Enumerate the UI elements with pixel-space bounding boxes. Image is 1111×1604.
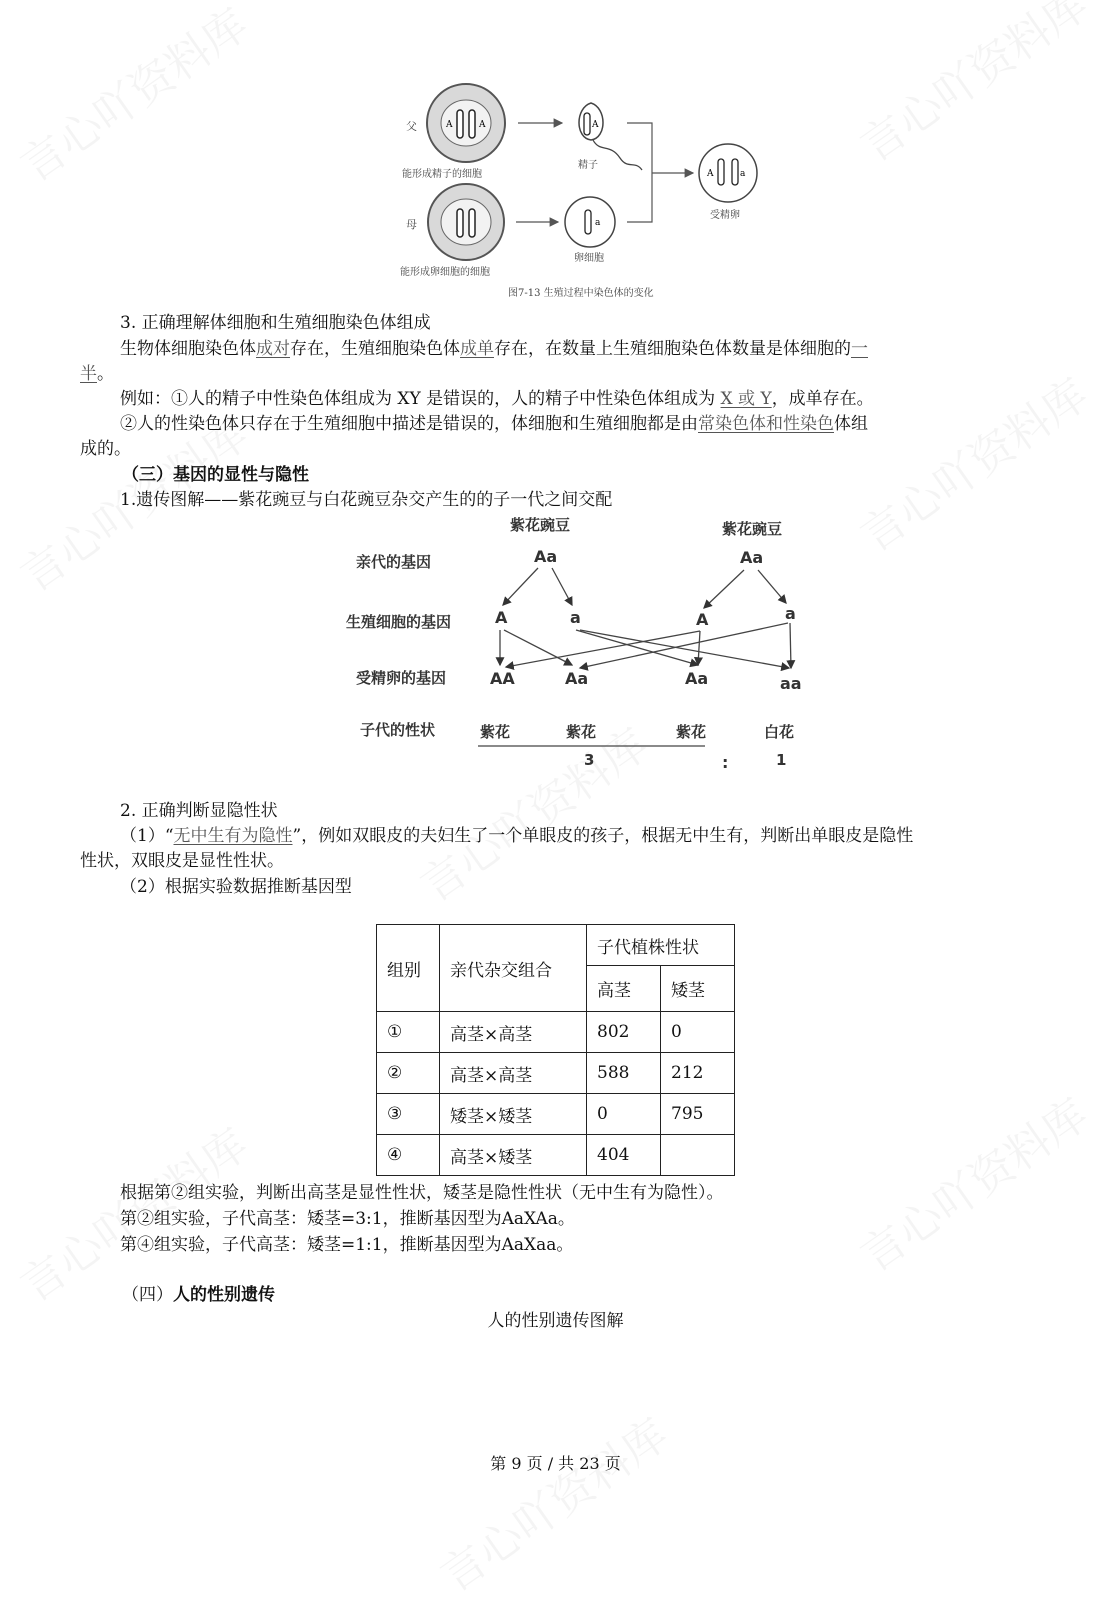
figure-caption: 图7-13 生殖过程中染色体的变化 bbox=[508, 288, 654, 299]
cell-short: 795 bbox=[661, 1094, 735, 1135]
table-row bbox=[377, 1012, 735, 1053]
gamete: a bbox=[785, 604, 796, 623]
row-gamete-genes: 生殖细胞的基因 bbox=[346, 613, 452, 631]
header-short: 矮茎 bbox=[661, 966, 735, 1012]
cell-tall: 802 bbox=[587, 1012, 661, 1053]
text: （四） bbox=[122, 1285, 173, 1305]
trait: 紫花 bbox=[480, 723, 511, 741]
ratio-value: 3 bbox=[584, 751, 595, 769]
parent-right-genotype: Aa bbox=[740, 548, 764, 567]
text: ②人的性染色体只存在于生殖细胞中描述是错误的，体细胞和生殖细胞都是由 bbox=[120, 414, 698, 434]
gene-label: a bbox=[740, 169, 746, 179]
text: 人的性别遗传 bbox=[173, 1285, 275, 1305]
text: ，成单存在。 bbox=[771, 389, 874, 409]
arrow bbox=[758, 570, 786, 603]
row-offspring-trait: 子代的性状 bbox=[360, 721, 436, 739]
watermark bbox=[6, 0, 259, 194]
header-tall: 高茎 bbox=[587, 966, 661, 1012]
text: （1）“ bbox=[120, 826, 174, 846]
trait: 紫花 bbox=[566, 723, 597, 741]
chromosome bbox=[469, 110, 475, 138]
sperm-head bbox=[579, 103, 603, 140]
parent-left-label: 紫花豌豆 bbox=[510, 516, 571, 534]
row-zygote-genes: 受精卵的基因 bbox=[356, 669, 447, 687]
page-number: 第 9 页 / 共 23 页 bbox=[490, 1454, 621, 1473]
arrow bbox=[552, 568, 572, 605]
chromosome-figure bbox=[380, 78, 730, 303]
text: ”，例如双眼皮的夫妇生了一个单眼皮的孩子，根据无中生有，判断出单眼皮是隐性 bbox=[292, 826, 914, 846]
row-parent-genes: 亲代的基因 bbox=[356, 553, 432, 571]
cell-group: ① bbox=[377, 1012, 440, 1053]
gene-label: A bbox=[707, 169, 714, 179]
chromosome bbox=[585, 210, 591, 234]
chromosome bbox=[469, 209, 475, 237]
genetic-diagram-intro: 1.遗传图解——紫花豌豆与白花豌豆杂交产生的的子一代之间交配 bbox=[120, 490, 613, 510]
cell-cross: 高茎×高茎 bbox=[440, 1053, 587, 1094]
text: 存在，在数量上生殖细胞染色体数量是体细胞的 bbox=[494, 339, 851, 359]
nucleus bbox=[441, 199, 491, 245]
zygote: Aa bbox=[685, 669, 709, 688]
underlined-answer: 成对 bbox=[256, 339, 290, 359]
text: 存在，生殖细胞染色体 bbox=[290, 339, 460, 359]
table-row bbox=[377, 1053, 735, 1094]
parent-left-genotype: Aa bbox=[534, 547, 558, 566]
zygote: Aa bbox=[565, 669, 589, 688]
paragraph-continuation bbox=[80, 361, 114, 387]
table-row bbox=[377, 1094, 735, 1135]
underlined-answer: 常染色体和性染色 bbox=[698, 414, 834, 434]
egg-cell-caption: 能形成卵细胞的细胞 bbox=[400, 267, 490, 278]
cell-group: ③ bbox=[377, 1094, 440, 1135]
paragraph-chromosome-count bbox=[120, 336, 868, 362]
underlined-answer: 成单 bbox=[460, 339, 494, 359]
cell-tall: 588 bbox=[587, 1053, 661, 1094]
sperm-label: 精子 bbox=[578, 160, 598, 171]
ratio-colon: : bbox=[722, 753, 729, 772]
section-three-heading: （三）基因的显性与隐性 bbox=[122, 465, 309, 485]
text: 例如：①人的精子中性染色体组成为 XY 是错误的，人的精子中性染色体组成为 bbox=[120, 389, 721, 409]
underlined-answer: X 或 Y bbox=[720, 389, 772, 409]
gamete: a bbox=[570, 608, 581, 627]
watermark bbox=[846, 0, 1099, 174]
zygote: AA bbox=[490, 669, 515, 688]
sperm-tail bbox=[593, 140, 642, 170]
judge-heading: 2. 正确判断显隐性状 bbox=[120, 801, 278, 821]
chromosome bbox=[584, 113, 590, 135]
watermark bbox=[426, 1400, 679, 1604]
zygote-label: 受精卵 bbox=[710, 210, 740, 221]
conclusion-1: 根据第②组实验，判断出高茎是显性性状，矮茎是隐性性状（无中生有为隐性）。 bbox=[120, 1183, 724, 1203]
trait: 白花 bbox=[764, 723, 795, 741]
text: 生物体细胞染色体 bbox=[120, 339, 256, 359]
gene-label: A bbox=[479, 120, 486, 130]
zygote: aa bbox=[780, 674, 802, 693]
gene-label: A bbox=[592, 120, 599, 130]
section-four-subtitle: 人的性别遗传图解 bbox=[487, 1311, 624, 1331]
watermark bbox=[846, 1080, 1099, 1284]
egg-label: 卵细胞 bbox=[574, 253, 604, 264]
gene-label: a bbox=[595, 218, 601, 228]
gene-label: A bbox=[446, 120, 453, 130]
experiment-table bbox=[376, 924, 735, 1176]
item-1 bbox=[120, 823, 913, 849]
chromosome bbox=[732, 159, 738, 185]
parent-right-label: 紫花豌豆 bbox=[722, 520, 783, 538]
item-2: （2）根据实验数据推断基因型 bbox=[120, 877, 352, 897]
example-2 bbox=[120, 411, 868, 437]
chromosome bbox=[457, 209, 463, 237]
merge-line bbox=[627, 123, 652, 222]
underlined-answer: 一 bbox=[851, 339, 868, 359]
cell-cross: 高茎×高茎 bbox=[440, 1012, 587, 1053]
cell-short: 0 bbox=[661, 1012, 735, 1053]
example-2-continuation: 成的。 bbox=[80, 439, 131, 459]
cell-group: ② bbox=[377, 1053, 440, 1094]
cell-group: ④ bbox=[377, 1135, 440, 1176]
cell-short bbox=[661, 1135, 735, 1176]
underlined-answer: 无中生有为隐性 bbox=[173, 826, 293, 846]
chromosome bbox=[457, 110, 463, 138]
gamete: A bbox=[696, 610, 709, 629]
sperm-cell-caption: 能形成精子的细胞 bbox=[402, 169, 482, 180]
conclusion-2: 第②组实验，子代高茎：矮茎=3:1，推断基因型为AaXAa。 bbox=[120, 1209, 575, 1229]
example-1 bbox=[120, 386, 874, 412]
underlined-answer: 半 bbox=[80, 364, 97, 384]
cell-tall: 0 bbox=[587, 1094, 661, 1135]
header-offspring: 子代植株性状 bbox=[587, 925, 735, 966]
cell-short: 212 bbox=[661, 1053, 735, 1094]
section-four-heading bbox=[122, 1282, 275, 1308]
text: 体组 bbox=[834, 414, 868, 434]
mother-label: 母 bbox=[406, 218, 417, 231]
section-3-heading: 3. 正确理解体细胞和生殖细胞染色体组成 bbox=[120, 313, 431, 333]
header-group: 组别 bbox=[377, 925, 440, 1012]
watermark bbox=[846, 360, 1099, 564]
arrow bbox=[704, 570, 744, 608]
item-1-continuation: 性状，双眼皮是显性性状。 bbox=[80, 851, 284, 871]
zygote-figure bbox=[690, 140, 770, 230]
arrow bbox=[790, 623, 791, 668]
arrow bbox=[698, 631, 700, 665]
chromosome bbox=[718, 159, 724, 185]
cell-tall: 404 bbox=[587, 1135, 661, 1176]
arrow bbox=[503, 568, 538, 605]
trait: 紫花 bbox=[676, 723, 707, 741]
arrow bbox=[504, 630, 572, 665]
pea-cross-diagram bbox=[340, 510, 820, 775]
gamete: A bbox=[495, 608, 508, 627]
text: 。 bbox=[97, 364, 114, 384]
cell-cross: 矮茎×矮茎 bbox=[440, 1094, 587, 1135]
arrow bbox=[506, 631, 700, 667]
conclusion-3: 第④组实验，子代高茎：矮茎=1:1，推断基因型为AaXaa。 bbox=[120, 1235, 574, 1255]
father-label: 父 bbox=[406, 120, 417, 133]
header-cross: 亲代杂交组合 bbox=[440, 925, 587, 1012]
arrow bbox=[580, 630, 789, 668]
table-row bbox=[377, 1135, 735, 1176]
cell-cross: 高茎×矮茎 bbox=[440, 1135, 587, 1176]
table-header-row bbox=[377, 925, 735, 966]
ratio-value: 1 bbox=[776, 751, 787, 769]
